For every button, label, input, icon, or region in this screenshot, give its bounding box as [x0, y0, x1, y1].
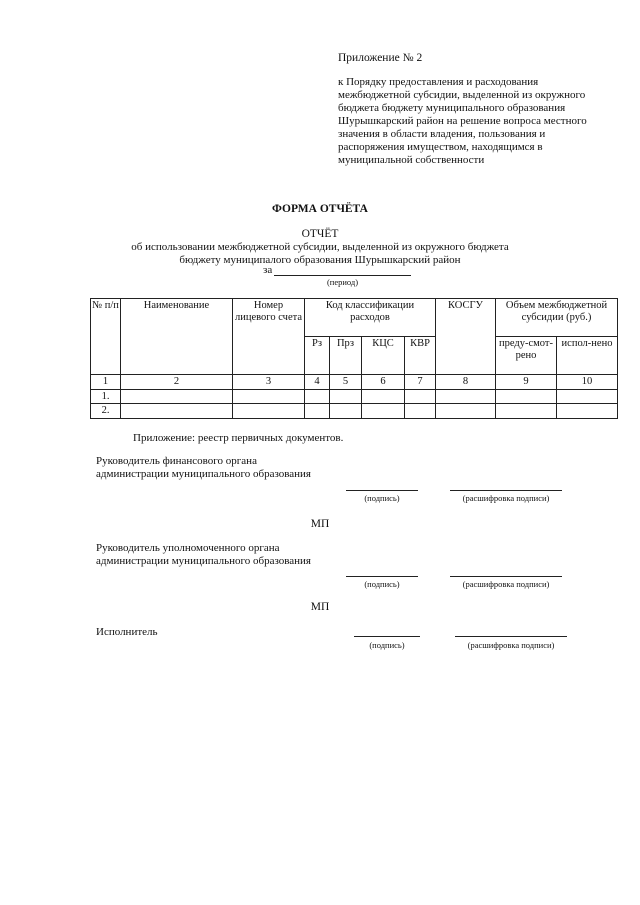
col-number: 2: [121, 375, 233, 390]
header-num: № п/п: [91, 299, 121, 375]
header-prz: Прз: [330, 337, 362, 375]
col-number: 8: [436, 375, 496, 390]
signature-line: [354, 636, 420, 637]
appendix-title: Приложение № 2: [338, 52, 423, 64]
col-number: 6: [362, 375, 405, 390]
table-row: [91, 389, 618, 404]
header-kcs: КЦС: [362, 337, 405, 375]
stamp-mark: МП: [310, 601, 330, 613]
decode-caption: (расшифровка подписи): [467, 640, 555, 650]
col-number: 3: [233, 375, 305, 390]
period-input-line: [274, 275, 411, 276]
signature-role-executor: Исполнитель: [96, 626, 158, 638]
header-name: Наименование: [121, 299, 233, 375]
signature-caption: (подпись): [369, 640, 405, 650]
signature-line: [346, 576, 418, 577]
report-table: [90, 298, 618, 419]
signature-role-authorized: Руководитель уполномоченного органа администрации муниципального образования: [96, 542, 311, 567]
appendix-note: Приложение: реестр первичных документов.: [133, 432, 344, 444]
stamp-mark: МП: [310, 518, 330, 530]
signature-line: [346, 490, 418, 491]
table-row: [91, 404, 618, 419]
row-num: 2.: [91, 404, 121, 419]
header-rz: Рз: [305, 337, 330, 375]
header-planned: преду-смот-рено: [496, 337, 557, 375]
row-num: 1.: [91, 389, 121, 404]
form-title: ФОРМА ОТЧЁТА: [272, 203, 368, 215]
col-number: 7: [405, 375, 436, 390]
signature-role-finance: Руководитель финансового органа администрации муниципального образования: [96, 455, 311, 480]
header-code-group: Код классификации расходов: [305, 299, 436, 337]
col-number: 10: [557, 375, 618, 390]
signature-caption: (подпись): [364, 493, 400, 503]
decode-caption: (расшифровка подписи): [462, 579, 550, 589]
signature-caption: (подпись): [364, 579, 400, 589]
period-label: за: [263, 264, 273, 276]
col-number: 1: [91, 375, 121, 390]
header-kosgu: КОСГУ: [436, 299, 496, 375]
report-subtitle-line2: бюджету муниципалого образования Шурышкарский район: [179, 254, 461, 266]
col-number: 4: [305, 375, 330, 390]
column-numbers-row: [91, 375, 618, 390]
decode-line: [455, 636, 567, 637]
period-caption: (период): [326, 277, 359, 287]
decode-line: [450, 490, 562, 491]
report-subtitle-line1: об использовании межбюджетной субсидии, выделенной из окружного бюджета: [131, 241, 509, 253]
report-subtitle: [100, 241, 540, 267]
col-number: 5: [330, 375, 362, 390]
col-number: 9: [496, 375, 557, 390]
report-title: ОТЧЁТ: [301, 228, 339, 240]
decode-caption: (расшифровка подписи): [462, 493, 550, 503]
header-account: Номер лицевого счета: [233, 299, 305, 375]
header-kvr: КВР: [405, 337, 436, 375]
header-executed: испол-нено: [557, 337, 618, 375]
appendix-text: к Порядку предоставления и расходования межбюджетной субсидии, выделенной из окружного бюджета бюджету муниципального образования Шурышкарский район на решение вопроса местного значения в области владения, пользования и распоряжения имуществом, находящимся в муниципальной собственности: [338, 76, 587, 166]
header-volume-group: Объем межбюджетной субсидии (руб.): [496, 299, 618, 337]
decode-line: [450, 576, 562, 577]
